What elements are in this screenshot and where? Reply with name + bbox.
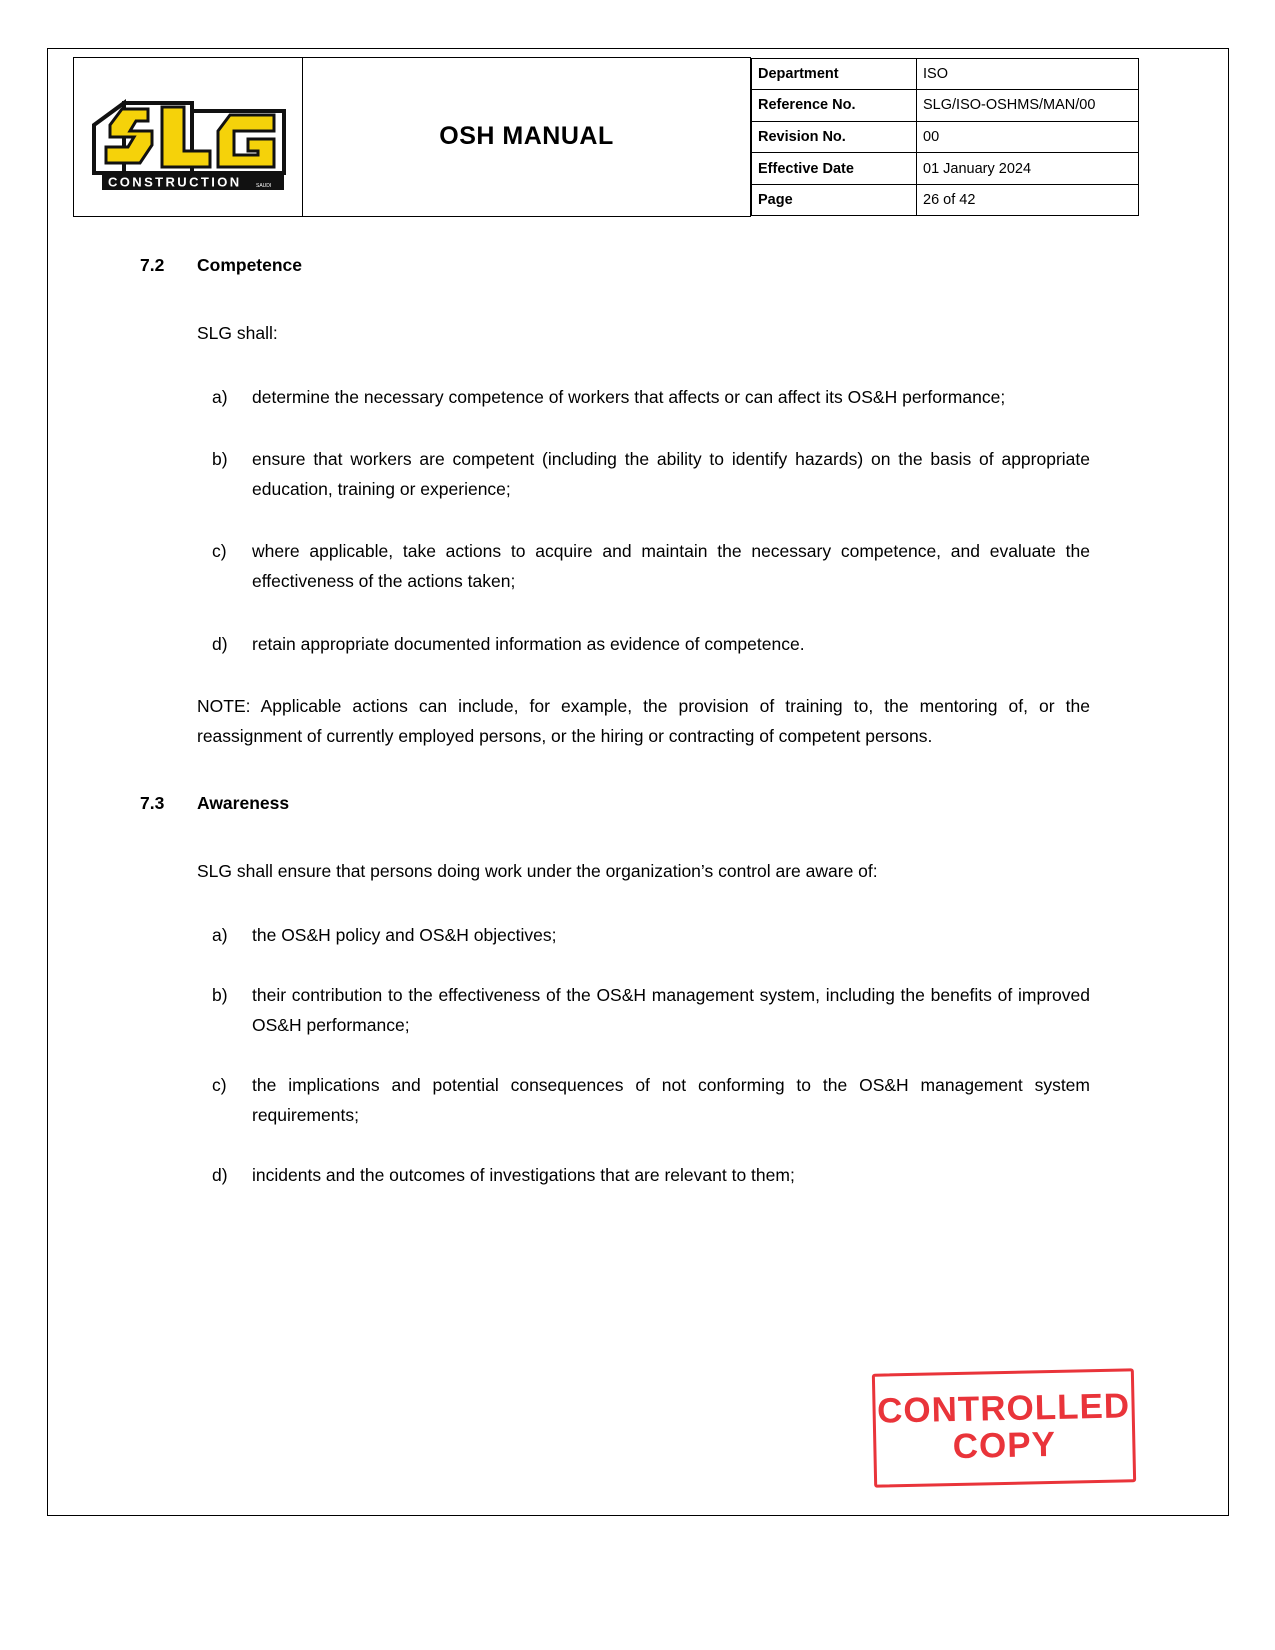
document-header-table — [73, 57, 1139, 217]
list-text: incidents and the outcomes of investigations that are relevant to them; — [252, 1165, 795, 1186]
list-item — [140, 920, 1090, 950]
section-heading-7-3 — [140, 793, 1090, 814]
list-7-3 — [140, 920, 1090, 1191]
section-number-7-3: 7.3 — [140, 792, 165, 813]
list-marker: b) — [212, 449, 228, 470]
list-marker: a) — [212, 924, 228, 945]
list-marker: d) — [212, 1165, 228, 1186]
section-heading-7-2 — [140, 255, 1090, 276]
section-intro-7-3: SLG shall ensure that persons doing work under the organization’s control are aware of: — [197, 860, 878, 881]
document-meta-table — [751, 58, 1139, 217]
svg-text:CONSTRUCTION: CONSTRUCTION — [108, 174, 242, 190]
document-meta-cell — [751, 58, 1140, 217]
section-title-7-3: Awareness — [197, 792, 290, 813]
svg-text:SAUDI: SAUDI — [256, 182, 272, 189]
section-intro-7-2: SLG shall: — [197, 323, 278, 343]
list-item — [140, 1160, 1090, 1190]
list-text: ensure that workers are competent (including the ability to identify hazards) on the basis of appropriate education, training or experience; — [252, 449, 1090, 500]
list-7-2 — [140, 382, 1090, 659]
document-title: OSH MANUAL — [303, 58, 751, 217]
section-spacer — [140, 785, 1090, 793]
document-body — [140, 255, 1090, 1221]
list-text: determine the necessary competence of workers that affects or can affect its OS&H performance; — [252, 387, 1006, 408]
list-text: retain appropriate documented information as evidence of competence. — [252, 633, 805, 654]
meta-value-effective-date: 01 January 2024 — [917, 153, 1139, 185]
meta-row-effective-date — [752, 153, 1139, 185]
list-marker: c) — [212, 541, 227, 562]
logo-cell — [74, 58, 303, 217]
meta-value-reference-no: SLG/ISO-OSHMS/MAN/00 — [917, 90, 1139, 122]
meta-label-effective-date: Effective Date — [752, 153, 917, 185]
slg-construction-logo — [88, 81, 288, 193]
meta-row-page — [752, 184, 1139, 216]
controlled-copy-stamp — [872, 1368, 1136, 1487]
meta-value-page: 26 of 42 — [917, 184, 1139, 216]
meta-row-reference-no — [752, 90, 1139, 122]
meta-label-page: Page — [752, 184, 917, 216]
list-item — [140, 629, 1090, 659]
stamp-line-2: COPY — [952, 1424, 1057, 1467]
list-marker: c) — [212, 1075, 227, 1096]
list-marker: b) — [212, 985, 228, 1006]
list-item — [140, 980, 1090, 1040]
meta-label-revision-no: Revision No. — [752, 121, 917, 153]
list-item — [140, 1070, 1090, 1130]
meta-label-reference-no: Reference No. — [752, 90, 917, 122]
section-title-7-2: Competence — [197, 255, 303, 275]
list-item — [140, 536, 1090, 596]
section-number-7-2: 7.2 — [140, 255, 165, 275]
meta-value-revision-no: 00 — [917, 121, 1139, 153]
meta-row-department — [752, 58, 1139, 90]
list-text: their contribution to the effectiveness of the OS&H management system, including the benefits of improved OS&H performance; — [252, 985, 1090, 1036]
list-item — [140, 382, 1090, 412]
list-marker: a) — [212, 387, 228, 408]
meta-row-revision-no — [752, 121, 1139, 153]
meta-label-department: Department — [752, 58, 917, 90]
list-marker: d) — [212, 633, 228, 654]
stamp-line-1: CONTROLLED — [876, 1386, 1131, 1431]
meta-value-department: ISO — [917, 58, 1139, 90]
list-text: where applicable, take actions to acquire and maintain the necessary competence, and evaluate the effectiveness of the actions taken; — [252, 541, 1090, 592]
list-text: the OS&H policy and OS&H objectives; — [252, 924, 557, 945]
section-note-7-2: NOTE: Applicable actions can include, for example, the provision of training to, the mentoring of, or the reassignment of currently employed persons, or the hiring or contracting of competent persons. — [197, 695, 1090, 746]
list-item — [140, 444, 1090, 504]
list-text: the implications and potential consequences of not conforming to the OS&H management system requirements; — [252, 1075, 1090, 1126]
